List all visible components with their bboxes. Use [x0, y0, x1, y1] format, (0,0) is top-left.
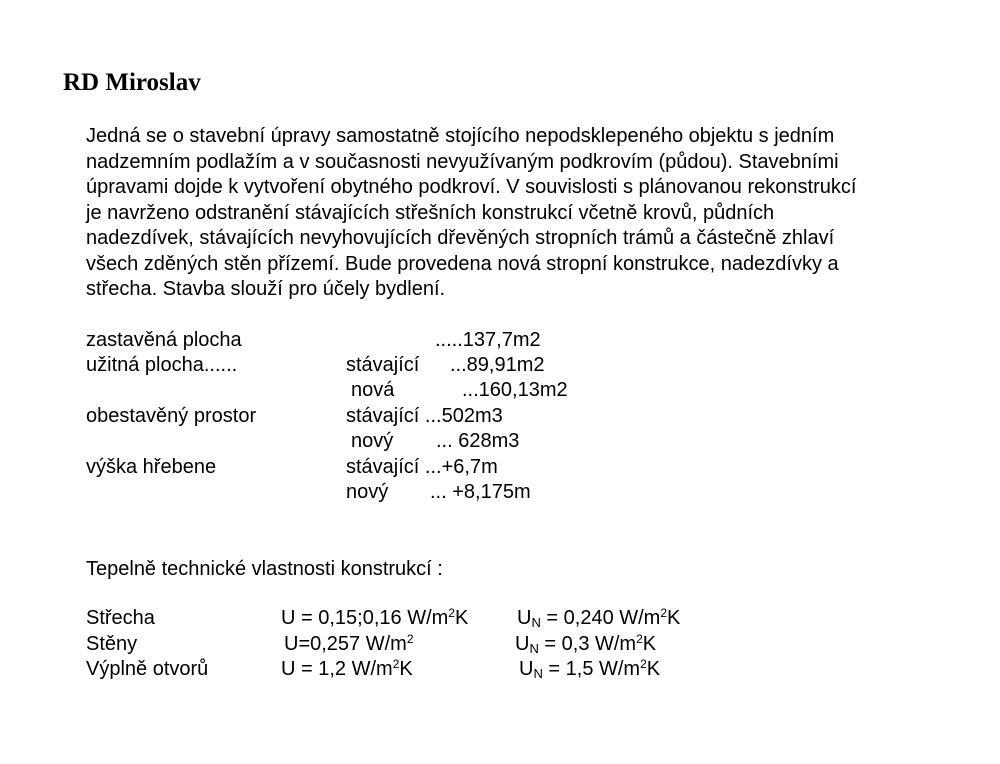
param-obestaveny-label: obestavěný prostor: [86, 405, 257, 427]
param-uzitna-nova-value: ...160,13m2: [462, 379, 568, 401]
param-uzitna-nova: nová: [351, 379, 395, 401]
intro-line: všech zděných stěn přízemí. Bude provedena nová stropní konstrukce, nadezdívky a: [86, 252, 839, 275]
param-vyska-novy-value: ... +8,175m: [430, 481, 531, 503]
param-obestaveny-novy-value: ... 628m3: [436, 430, 520, 452]
param-vyska-label: výška hřebene: [86, 456, 217, 478]
thermal-heading: Tepelně technické vlastnosti konstrukcí :: [86, 558, 443, 580]
param-uzitna-stavajici-value: ...89,91m2: [450, 354, 545, 376]
param-obestaveny-stavajici: stávající ...502m3: [346, 405, 503, 427]
param-uzitna-label: užitná plocha......: [86, 354, 238, 376]
intro-line: Jedná se o stavební úpravy samostatně stojícího nepodsklepeného objektu s jedním: [86, 125, 835, 147]
thermal-row-u: U = 1,2 $W/m^2K$: [281, 657, 413, 680]
thermal-row-un: $U_N = 0,3$ $W/m^2K$: [515, 632, 657, 656]
intro-line: úpravami dojde k vytvoření obytného podkroví. V souvislosti s plánovanou rekonstrukcí: [86, 176, 857, 198]
param-zastavena-label: zastavěná plocha: [86, 329, 242, 351]
thermal-row-un: $U_N = 0,240$ $W/m^2K$: [517, 606, 681, 630]
thermal-row-name: Stěny: [86, 633, 138, 655]
thermal-row-un: $U_N = 1,5$ $W/m^2K$: [519, 657, 661, 681]
param-obestaveny-novy: nový: [351, 430, 394, 452]
thermal-row-name: Výplně otvorů: [86, 658, 209, 680]
thermal-row-u: U=0,257 $W/m^2$: [284, 632, 414, 655]
param-zastavena-value: .....137,7m2: [435, 329, 541, 351]
intro-line: nadzemním podlažím a v současnosti nevyužívaným podkrovím (půdou). Stavebními: [86, 150, 839, 173]
intro-line: nadezdívek, stávajících nevyhovujících dřevěných stropních trámů a částečně zhlaví: [86, 227, 835, 249]
param-uzitna-stavajici: stávající: [346, 354, 420, 376]
thermal-row-name: Střecha: [86, 607, 155, 629]
intro-line: střecha. Stavba slouží pro účely bydlení.: [86, 278, 446, 300]
param-vyska-novy: nový: [346, 481, 389, 503]
param-vyska-stavajici: stávající ...+6,7m: [346, 456, 498, 478]
thermal-row-u: U = 0,15;0,16 $W/m^2K$: [281, 606, 469, 629]
intro-paragraph: [86, 124, 956, 303]
intro-line: je navrženo odstranění stávajících střešních konstrukcí včetně krovů, půdních: [86, 201, 775, 224]
page-title: RD Miroslav: [63, 69, 201, 96]
